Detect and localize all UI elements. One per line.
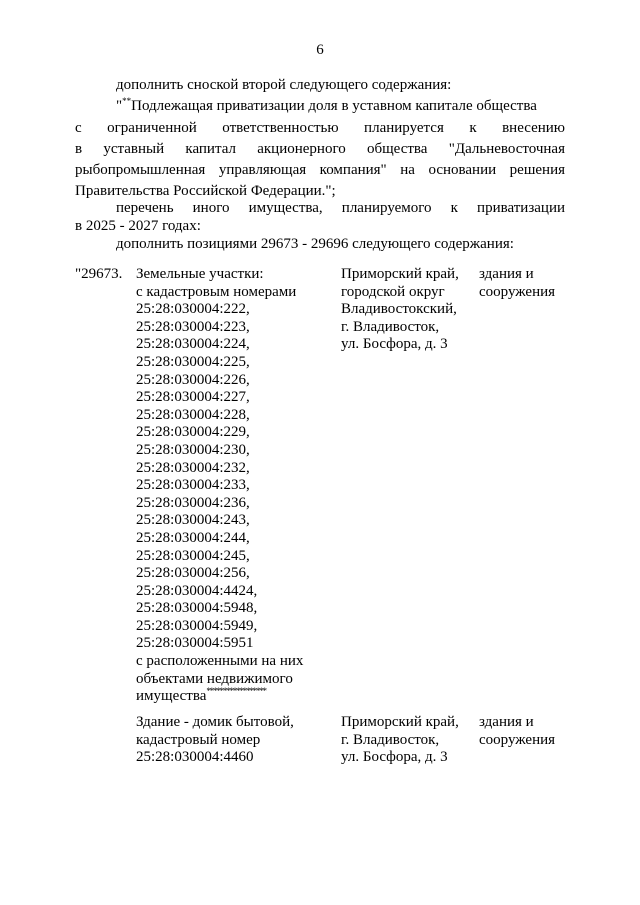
cadastral-number: 25:28:030004:236, <box>136 494 250 511</box>
entry-category <box>479 714 555 749</box>
cadastral-number: 25:28:030004:233, <box>136 477 250 494</box>
cadastral-number: 25:28:030004:229, <box>136 424 250 441</box>
footnote-text-line-2: с ограниченной ответственностью планируется к внесению <box>75 120 565 136</box>
entry-category <box>479 266 555 301</box>
entry-description <box>136 266 303 706</box>
footnote-text-line-1 <box>116 97 565 115</box>
description-line: кадастровый номер <box>136 731 261 748</box>
cadastral-number: 25:28:030004:5951 <box>136 635 254 652</box>
cadastral-number: 25:28:030004:223, <box>136 318 250 335</box>
description-line: Здание - домик бытовой, <box>136 714 294 730</box>
cadastral-number: 25:28:030004:256, <box>136 565 250 582</box>
entry-address <box>341 714 459 767</box>
footnote-line-1-text: Подлежащая приватизации доля в уставном капитале общества <box>131 98 537 114</box>
cadastral-number: 25:28:030004:227, <box>136 389 250 406</box>
category-line: здания и <box>479 266 534 282</box>
cadastral-number: 25:28:030004:225, <box>136 353 250 370</box>
cadastral-number: 25:28:030004:222, <box>136 301 250 318</box>
footnote-mark: ** <box>122 96 132 106</box>
address-line: ул. Босфора, д. 3 <box>341 336 448 353</box>
footnote-text-line-5: Правительства Российской Федерации."; <box>75 183 336 199</box>
address-line: Приморский край, <box>341 266 459 282</box>
cadastral-number: 25:28:030004:244, <box>136 529 250 546</box>
address-line: городской округ <box>341 283 445 300</box>
description-line: с расположенными на них <box>136 653 304 670</box>
footnote-asterisks: ****************** <box>206 686 266 697</box>
cadastral-number: 25:28:030004:4460 <box>136 749 254 766</box>
add-positions-text: дополнить позициями 29673 - 29696 следующего содержания: <box>116 236 514 252</box>
cadastral-number: 25:28:030004:226, <box>136 371 250 388</box>
footnote-text-line-4: рыбопромышленная управляющая компания" на основании решения <box>75 162 565 178</box>
address-line: Приморский край, <box>341 714 459 730</box>
description-line: с кадастровым номерами <box>136 283 297 300</box>
page-number: 6 <box>316 42 324 58</box>
quote-mark: " <box>116 98 123 114</box>
entry-number: "29673. <box>75 266 123 282</box>
cadastral-number: 25:28:030004:243, <box>136 512 250 529</box>
address-line: Владивостокский, <box>341 301 457 318</box>
cadastral-number: 25:28:030004:230, <box>136 441 250 458</box>
category-line: сооружения <box>479 283 556 300</box>
cadastral-number: 25:28:030004:224, <box>136 336 250 353</box>
property-list-heading-line-2: в 2025 - 2027 годах: <box>75 218 201 234</box>
description-line: имущества <box>136 688 207 705</box>
category-line: сооружения <box>479 731 556 748</box>
entry-address <box>341 266 459 354</box>
amendment-intro: дополнить сноской второй следующего содержания: <box>116 77 452 93</box>
cadastral-number: 25:28:030004:245, <box>136 547 250 564</box>
address-line: г. Владивосток, <box>341 731 440 748</box>
cadastral-number: 25:28:030004:5949, <box>136 617 258 634</box>
address-line: г. Владивосток, <box>341 318 440 335</box>
entry-description <box>136 714 294 767</box>
category-line: здания и <box>479 714 534 730</box>
description-line: объектами недвижимого <box>136 670 293 687</box>
cadastral-number: 25:28:030004:4424, <box>136 582 258 599</box>
address-line: ул. Босфора, д. 3 <box>341 749 448 766</box>
description-line: Земельные участки: <box>136 266 264 282</box>
cadastral-number: 25:28:030004:228, <box>136 406 250 423</box>
footnote-text-line-3: в уставный капитал акционерного общества "Дальневосточная <box>75 141 565 157</box>
property-list-heading-line-1: перечень иного имущества, планируемого к приватизации <box>116 200 565 216</box>
cadastral-number: 25:28:030004:232, <box>136 459 250 476</box>
cadastral-number: 25:28:030004:5948, <box>136 600 258 617</box>
